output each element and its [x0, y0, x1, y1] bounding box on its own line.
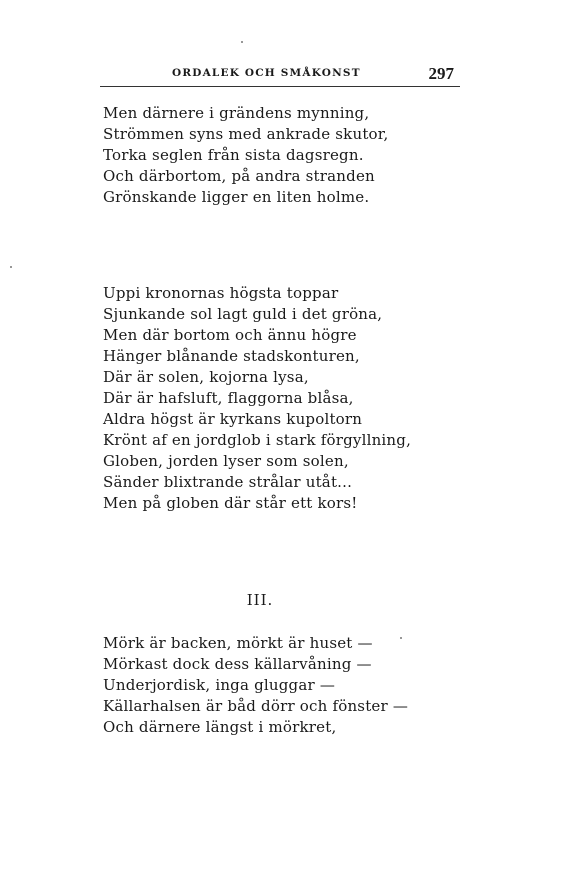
verse-line: Och därnere längst i mörkret, — [103, 718, 337, 736]
verse-line: Där är hafsluft, flaggorna blåsa, — [103, 389, 354, 407]
verse-line: Hänger blånande stadskonturen, — [103, 347, 360, 365]
running-header — [100, 64, 460, 87]
verse-line: Strömmen syns med ankrade skutor, — [103, 125, 389, 143]
stanza-3 — [103, 633, 408, 738]
paper-speck — [241, 41, 243, 43]
page-number: 297 — [428, 64, 454, 83]
verse-line: Där är solen, kojorna lysa, — [103, 368, 309, 386]
verse-line: Sänder blixtrande strålar utåt... — [103, 473, 353, 491]
verse-line: Globen, jorden lyser som solen, — [103, 452, 349, 470]
verse-line: Sjunkande sol lagt guld i det gröna, — [103, 305, 383, 323]
verse-line: Mörk är backen, mörkt är huset — — [103, 634, 373, 652]
stanza-1 — [103, 103, 388, 208]
section-heading: III. — [246, 591, 274, 609]
verse-line: Krönt af en jordglob i stark förgyllning, — [103, 431, 412, 449]
paper-speck — [10, 266, 12, 268]
verse-line: Underjordisk, inga gluggar — — [103, 676, 336, 694]
verse-line: Aldra högst är kyrkans kupoltorn — [103, 410, 363, 428]
verse-line: Uppi kronornas högsta toppar — [103, 284, 339, 302]
verse-line: Men där bortom och ännu högre — [103, 326, 357, 344]
stanza-2 — [103, 283, 411, 514]
verse-line: Men på globen där står ett kors! — [103, 494, 358, 512]
verse-line: Källarhalsen är båd dörr och fönster — — [103, 697, 409, 715]
paper-speck — [400, 637, 402, 639]
verse-line: Torka seglen från sista dagsregn. — [103, 146, 364, 164]
verse-line: Och därbortom, på andra stranden — [103, 167, 375, 185]
verse-line: Men därnere i grändens mynning, — [103, 104, 370, 122]
verse-line: Mörkast dock dess källarvåning — — [103, 655, 372, 673]
running-title: ORDALEK OCH SMÅKONST — [172, 67, 361, 79]
verse-line: Grönskande ligger en liten holme. — [103, 188, 370, 206]
